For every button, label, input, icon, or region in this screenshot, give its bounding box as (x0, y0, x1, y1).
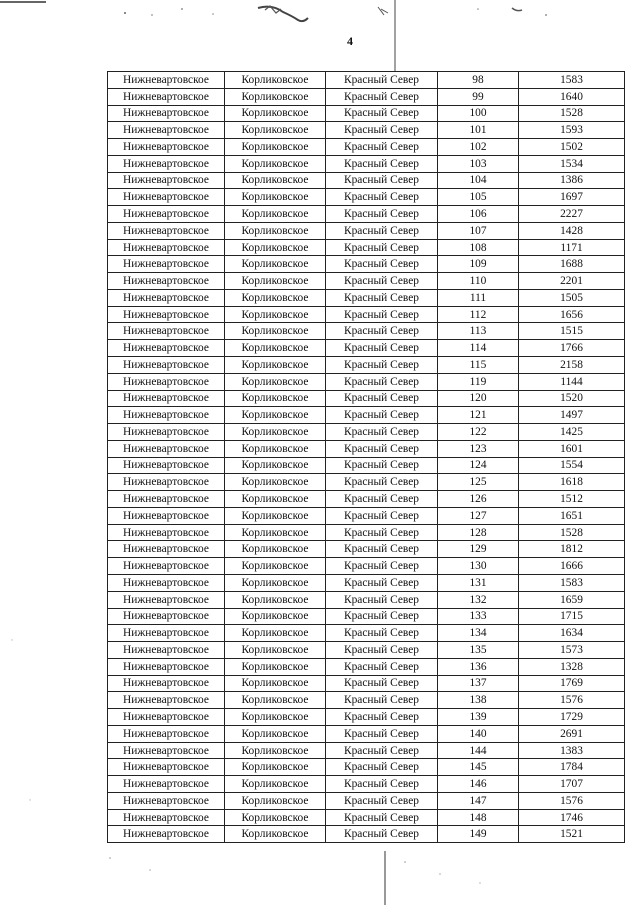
number-cell: 107 (438, 222, 519, 239)
district-cell: Нижневартовское (108, 390, 225, 407)
field-cell: Корликовское (225, 558, 326, 575)
district-cell: Нижневартовское (108, 407, 225, 424)
value-cell: 1746 (519, 809, 625, 826)
district-cell: Нижневартовское (108, 105, 225, 122)
area-cell: Красный Север (326, 675, 438, 692)
value-cell: 1583 (519, 574, 625, 591)
number-cell: 136 (438, 658, 519, 675)
table-row (108, 390, 625, 407)
table-row (108, 122, 625, 139)
number-cell: 130 (438, 558, 519, 575)
value-cell: 1656 (519, 306, 625, 323)
table-row (108, 172, 625, 189)
area-cell: Красный Север (326, 658, 438, 675)
table-row (108, 139, 625, 156)
area-cell: Красный Север (326, 541, 438, 558)
district-cell: Нижневартовское (108, 591, 225, 608)
number-cell: 144 (438, 742, 519, 759)
table-row (108, 424, 625, 441)
number-cell: 99 (438, 88, 519, 105)
table-row (108, 608, 625, 625)
number-cell: 149 (438, 826, 519, 843)
area-cell: Красный Север (326, 407, 438, 424)
district-cell: Нижневартовское (108, 256, 225, 273)
area-cell: Красный Север (326, 558, 438, 575)
number-cell: 133 (438, 608, 519, 625)
field-cell: Корликовское (225, 155, 326, 172)
area-cell: Красный Север (326, 273, 438, 290)
number-cell: 115 (438, 357, 519, 374)
field-cell: Корликовское (225, 658, 326, 675)
number-cell: 131 (438, 574, 519, 591)
district-cell: Нижневартовское (108, 792, 225, 809)
value-cell: 1729 (519, 709, 625, 726)
area-cell: Красный Север (326, 222, 438, 239)
district-cell: Нижневартовское (108, 72, 225, 89)
field-cell: Корликовское (225, 541, 326, 558)
district-cell: Нижневартовское (108, 239, 225, 256)
district-cell: Нижневартовское (108, 692, 225, 709)
district-cell: Нижневартовское (108, 725, 225, 742)
number-cell: 132 (438, 591, 519, 608)
field-cell: Корликовское (225, 457, 326, 474)
district-cell: Нижневартовское (108, 558, 225, 575)
number-cell: 128 (438, 524, 519, 541)
value-cell: 1386 (519, 172, 625, 189)
table-row (108, 524, 625, 541)
district-cell: Нижневартовское (108, 88, 225, 105)
field-cell: Корликовское (225, 574, 326, 591)
number-cell: 125 (438, 474, 519, 491)
district-cell: Нижневартовское (108, 172, 225, 189)
field-cell: Корликовское (225, 809, 326, 826)
table-row (108, 625, 625, 642)
area-cell: Красный Север (326, 591, 438, 608)
number-cell: 113 (438, 323, 519, 340)
number-cell: 127 (438, 507, 519, 524)
table-body (108, 72, 625, 843)
number-cell: 101 (438, 122, 519, 139)
value-cell: 1715 (519, 608, 625, 625)
district-cell: Нижневартовское (108, 625, 225, 642)
table-row (108, 88, 625, 105)
area-cell: Красный Север (326, 172, 438, 189)
field-cell: Корликовское (225, 424, 326, 441)
number-cell: 122 (438, 424, 519, 441)
table-row (108, 792, 625, 809)
district-cell: Нижневартовское (108, 474, 225, 491)
district-cell: Нижневартовское (108, 826, 225, 843)
number-cell: 148 (438, 809, 519, 826)
number-cell: 129 (438, 541, 519, 558)
field-cell: Корликовское (225, 608, 326, 625)
value-cell: 1688 (519, 256, 625, 273)
value-cell: 1528 (519, 524, 625, 541)
field-cell: Корликовское (225, 189, 326, 206)
area-cell: Красный Север (326, 692, 438, 709)
field-cell: Корликовское (225, 373, 326, 390)
value-cell: 1497 (519, 407, 625, 424)
area-cell: Красный Север (326, 507, 438, 524)
table-row (108, 306, 625, 323)
area-cell: Красный Север (326, 256, 438, 273)
area-cell: Красный Север (326, 239, 438, 256)
number-cell: 135 (438, 642, 519, 659)
field-cell: Корликовское (225, 340, 326, 357)
table-row (108, 457, 625, 474)
area-cell: Красный Север (326, 373, 438, 390)
field-cell: Корликовское (225, 88, 326, 105)
district-cell: Нижневартовское (108, 139, 225, 156)
value-cell: 1144 (519, 373, 625, 390)
number-cell: 147 (438, 792, 519, 809)
number-cell: 102 (438, 139, 519, 156)
area-cell: Красный Север (326, 776, 438, 793)
area-cell: Красный Север (326, 574, 438, 591)
area-cell: Красный Север (326, 340, 438, 357)
district-cell: Нижневартовское (108, 524, 225, 541)
table-row (108, 440, 625, 457)
table-row (108, 373, 625, 390)
table-row (108, 407, 625, 424)
area-cell: Красный Север (326, 725, 438, 742)
field-cell: Корликовское (225, 273, 326, 290)
district-cell: Нижневартовское (108, 289, 225, 306)
field-cell: Корликовское (225, 172, 326, 189)
district-cell: Нижневартовское (108, 340, 225, 357)
table-row (108, 692, 625, 709)
number-cell: 98 (438, 72, 519, 89)
page-number: 4 (347, 34, 353, 48)
area-cell: Красный Север (326, 155, 438, 172)
area-cell: Красный Север (326, 105, 438, 122)
value-cell: 1554 (519, 457, 625, 474)
value-cell: 1651 (519, 507, 625, 524)
value-cell: 1812 (519, 541, 625, 558)
value-cell: 1576 (519, 692, 625, 709)
table-row (108, 206, 625, 223)
value-cell: 1502 (519, 139, 625, 156)
district-cell: Нижневартовское (108, 608, 225, 625)
table-row (108, 323, 625, 340)
field-cell: Корликовское (225, 440, 326, 457)
data-table (107, 71, 625, 843)
number-cell: 114 (438, 340, 519, 357)
area-cell: Красный Север (326, 625, 438, 642)
field-cell: Корликовское (225, 642, 326, 659)
table-row (108, 809, 625, 826)
field-cell: Корликовское (225, 239, 326, 256)
district-cell: Нижневартовское (108, 574, 225, 591)
table-row (108, 507, 625, 524)
table-row (108, 742, 625, 759)
value-cell: 1534 (519, 155, 625, 172)
area-cell: Красный Север (326, 289, 438, 306)
district-cell: Нижневартовское (108, 809, 225, 826)
table-row (108, 558, 625, 575)
value-cell: 1659 (519, 591, 625, 608)
number-cell: 110 (438, 273, 519, 290)
table-row (108, 72, 625, 89)
value-cell: 1171 (519, 239, 625, 256)
field-cell: Корликовское (225, 139, 326, 156)
area-cell: Красный Север (326, 139, 438, 156)
field-cell: Корликовское (225, 206, 326, 223)
table-row (108, 574, 625, 591)
field-cell: Корликовское (225, 591, 326, 608)
value-cell: 1428 (519, 222, 625, 239)
area-cell: Красный Север (326, 189, 438, 206)
value-cell: 1784 (519, 759, 625, 776)
value-cell: 1576 (519, 792, 625, 809)
district-cell: Нижневартовское (108, 189, 225, 206)
number-cell: 137 (438, 675, 519, 692)
number-cell: 124 (438, 457, 519, 474)
field-cell: Корликовское (225, 625, 326, 642)
table-row (108, 675, 625, 692)
area-cell: Красный Север (326, 306, 438, 323)
value-cell: 1512 (519, 491, 625, 508)
table-row (108, 759, 625, 776)
district-cell: Нижневартовское (108, 373, 225, 390)
value-cell: 1521 (519, 826, 625, 843)
number-cell: 145 (438, 759, 519, 776)
table-row (108, 289, 625, 306)
field-cell: Корликовское (225, 289, 326, 306)
value-cell: 2227 (519, 206, 625, 223)
table-row (108, 340, 625, 357)
table-row (108, 222, 625, 239)
table-row (108, 491, 625, 508)
district-cell: Нижневартовское (108, 440, 225, 457)
field-cell: Корликовское (225, 692, 326, 709)
area-cell: Красный Север (326, 474, 438, 491)
value-cell: 1769 (519, 675, 625, 692)
field-cell: Корликовское (225, 323, 326, 340)
table-row (108, 642, 625, 659)
area-cell: Красный Север (326, 608, 438, 625)
area-cell: Красный Север (326, 72, 438, 89)
table-row (108, 105, 625, 122)
value-cell: 1515 (519, 323, 625, 340)
district-cell: Нижневартовское (108, 675, 225, 692)
district-cell: Нижневартовское (108, 491, 225, 508)
value-cell: 1528 (519, 105, 625, 122)
number-cell: 139 (438, 709, 519, 726)
district-cell: Нижневартовское (108, 122, 225, 139)
field-cell: Корликовское (225, 491, 326, 508)
district-cell: Нижневартовское (108, 776, 225, 793)
number-cell: 140 (438, 725, 519, 742)
field-cell: Корликовское (225, 759, 326, 776)
area-cell: Красный Север (326, 709, 438, 726)
district-cell: Нижневартовское (108, 457, 225, 474)
district-cell: Нижневартовское (108, 742, 225, 759)
field-cell: Корликовское (225, 725, 326, 742)
table-row (108, 155, 625, 172)
value-cell: 1583 (519, 72, 625, 89)
number-cell: 120 (438, 390, 519, 407)
table-row (108, 591, 625, 608)
number-cell: 126 (438, 491, 519, 508)
number-cell: 105 (438, 189, 519, 206)
field-cell: Корликовское (225, 390, 326, 407)
field-cell: Корликовское (225, 792, 326, 809)
area-cell: Красный Север (326, 457, 438, 474)
district-cell: Нижневартовское (108, 206, 225, 223)
field-cell: Корликовское (225, 222, 326, 239)
district-cell: Нижневартовское (108, 155, 225, 172)
number-cell: 108 (438, 239, 519, 256)
number-cell: 111 (438, 289, 519, 306)
field-cell: Корликовское (225, 474, 326, 491)
district-cell: Нижневартовское (108, 541, 225, 558)
table-row (108, 357, 625, 374)
value-cell: 2158 (519, 357, 625, 374)
table-row (108, 189, 625, 206)
number-cell: 109 (438, 256, 519, 273)
area-cell: Красный Север (326, 491, 438, 508)
area-cell: Красный Север (326, 122, 438, 139)
field-cell: Корликовское (225, 122, 326, 139)
area-cell: Красный Север (326, 357, 438, 374)
value-cell: 2201 (519, 273, 625, 290)
table-row (108, 239, 625, 256)
area-cell: Красный Север (326, 88, 438, 105)
value-cell: 1634 (519, 625, 625, 642)
area-cell: Красный Север (326, 642, 438, 659)
value-cell: 1697 (519, 189, 625, 206)
number-cell: 146 (438, 776, 519, 793)
value-cell: 1618 (519, 474, 625, 491)
field-cell: Корликовское (225, 357, 326, 374)
field-cell: Корликовское (225, 407, 326, 424)
area-cell: Красный Север (326, 742, 438, 759)
area-cell: Красный Север (326, 826, 438, 843)
number-cell: 104 (438, 172, 519, 189)
value-cell: 1505 (519, 289, 625, 306)
field-cell: Корликовское (225, 72, 326, 89)
area-cell: Красный Север (326, 524, 438, 541)
value-cell: 1707 (519, 776, 625, 793)
value-cell: 2691 (519, 725, 625, 742)
table-row (108, 826, 625, 843)
table-row (108, 776, 625, 793)
district-cell: Нижневартовское (108, 642, 225, 659)
district-cell: Нижневартовское (108, 658, 225, 675)
field-cell: Корликовское (225, 306, 326, 323)
number-cell: 112 (438, 306, 519, 323)
value-cell: 1766 (519, 340, 625, 357)
number-cell: 123 (438, 440, 519, 457)
number-cell: 119 (438, 373, 519, 390)
field-cell: Корликовское (225, 105, 326, 122)
number-cell: 138 (438, 692, 519, 709)
table-row (108, 658, 625, 675)
district-cell: Нижневартовское (108, 273, 225, 290)
table-row (108, 474, 625, 491)
value-cell: 1520 (519, 390, 625, 407)
field-cell: Корликовское (225, 675, 326, 692)
table-row (108, 541, 625, 558)
area-cell: Красный Север (326, 206, 438, 223)
number-cell: 103 (438, 155, 519, 172)
field-cell: Корликовское (225, 709, 326, 726)
table-row (108, 256, 625, 273)
number-cell: 134 (438, 625, 519, 642)
value-cell: 1640 (519, 88, 625, 105)
number-cell: 100 (438, 105, 519, 122)
district-cell: Нижневартовское (108, 357, 225, 374)
district-cell: Нижневартовское (108, 323, 225, 340)
value-cell: 1573 (519, 642, 625, 659)
district-cell: Нижневартовское (108, 306, 225, 323)
field-cell: Корликовское (225, 507, 326, 524)
field-cell: Корликовское (225, 776, 326, 793)
number-cell: 121 (438, 407, 519, 424)
district-cell: Нижневартовское (108, 709, 225, 726)
table-row (108, 725, 625, 742)
table-row (108, 709, 625, 726)
field-cell: Корликовское (225, 826, 326, 843)
area-cell: Красный Север (326, 323, 438, 340)
district-cell: Нижневартовское (108, 424, 225, 441)
value-cell: 1666 (519, 558, 625, 575)
value-cell: 1328 (519, 658, 625, 675)
field-cell: Корликовское (225, 524, 326, 541)
field-cell: Корликовское (225, 742, 326, 759)
value-cell: 1593 (519, 122, 625, 139)
area-cell: Красный Север (326, 440, 438, 457)
field-cell: Корликовское (225, 256, 326, 273)
area-cell: Красный Север (326, 390, 438, 407)
district-cell: Нижневартовское (108, 222, 225, 239)
value-cell: 1383 (519, 742, 625, 759)
value-cell: 1601 (519, 440, 625, 457)
district-cell: Нижневартовское (108, 759, 225, 776)
value-cell: 1425 (519, 424, 625, 441)
area-cell: Красный Север (326, 424, 438, 441)
table-row (108, 273, 625, 290)
area-cell: Красный Север (326, 792, 438, 809)
number-cell: 106 (438, 206, 519, 223)
district-cell: Нижневартовское (108, 507, 225, 524)
area-cell: Красный Север (326, 809, 438, 826)
area-cell: Красный Север (326, 759, 438, 776)
